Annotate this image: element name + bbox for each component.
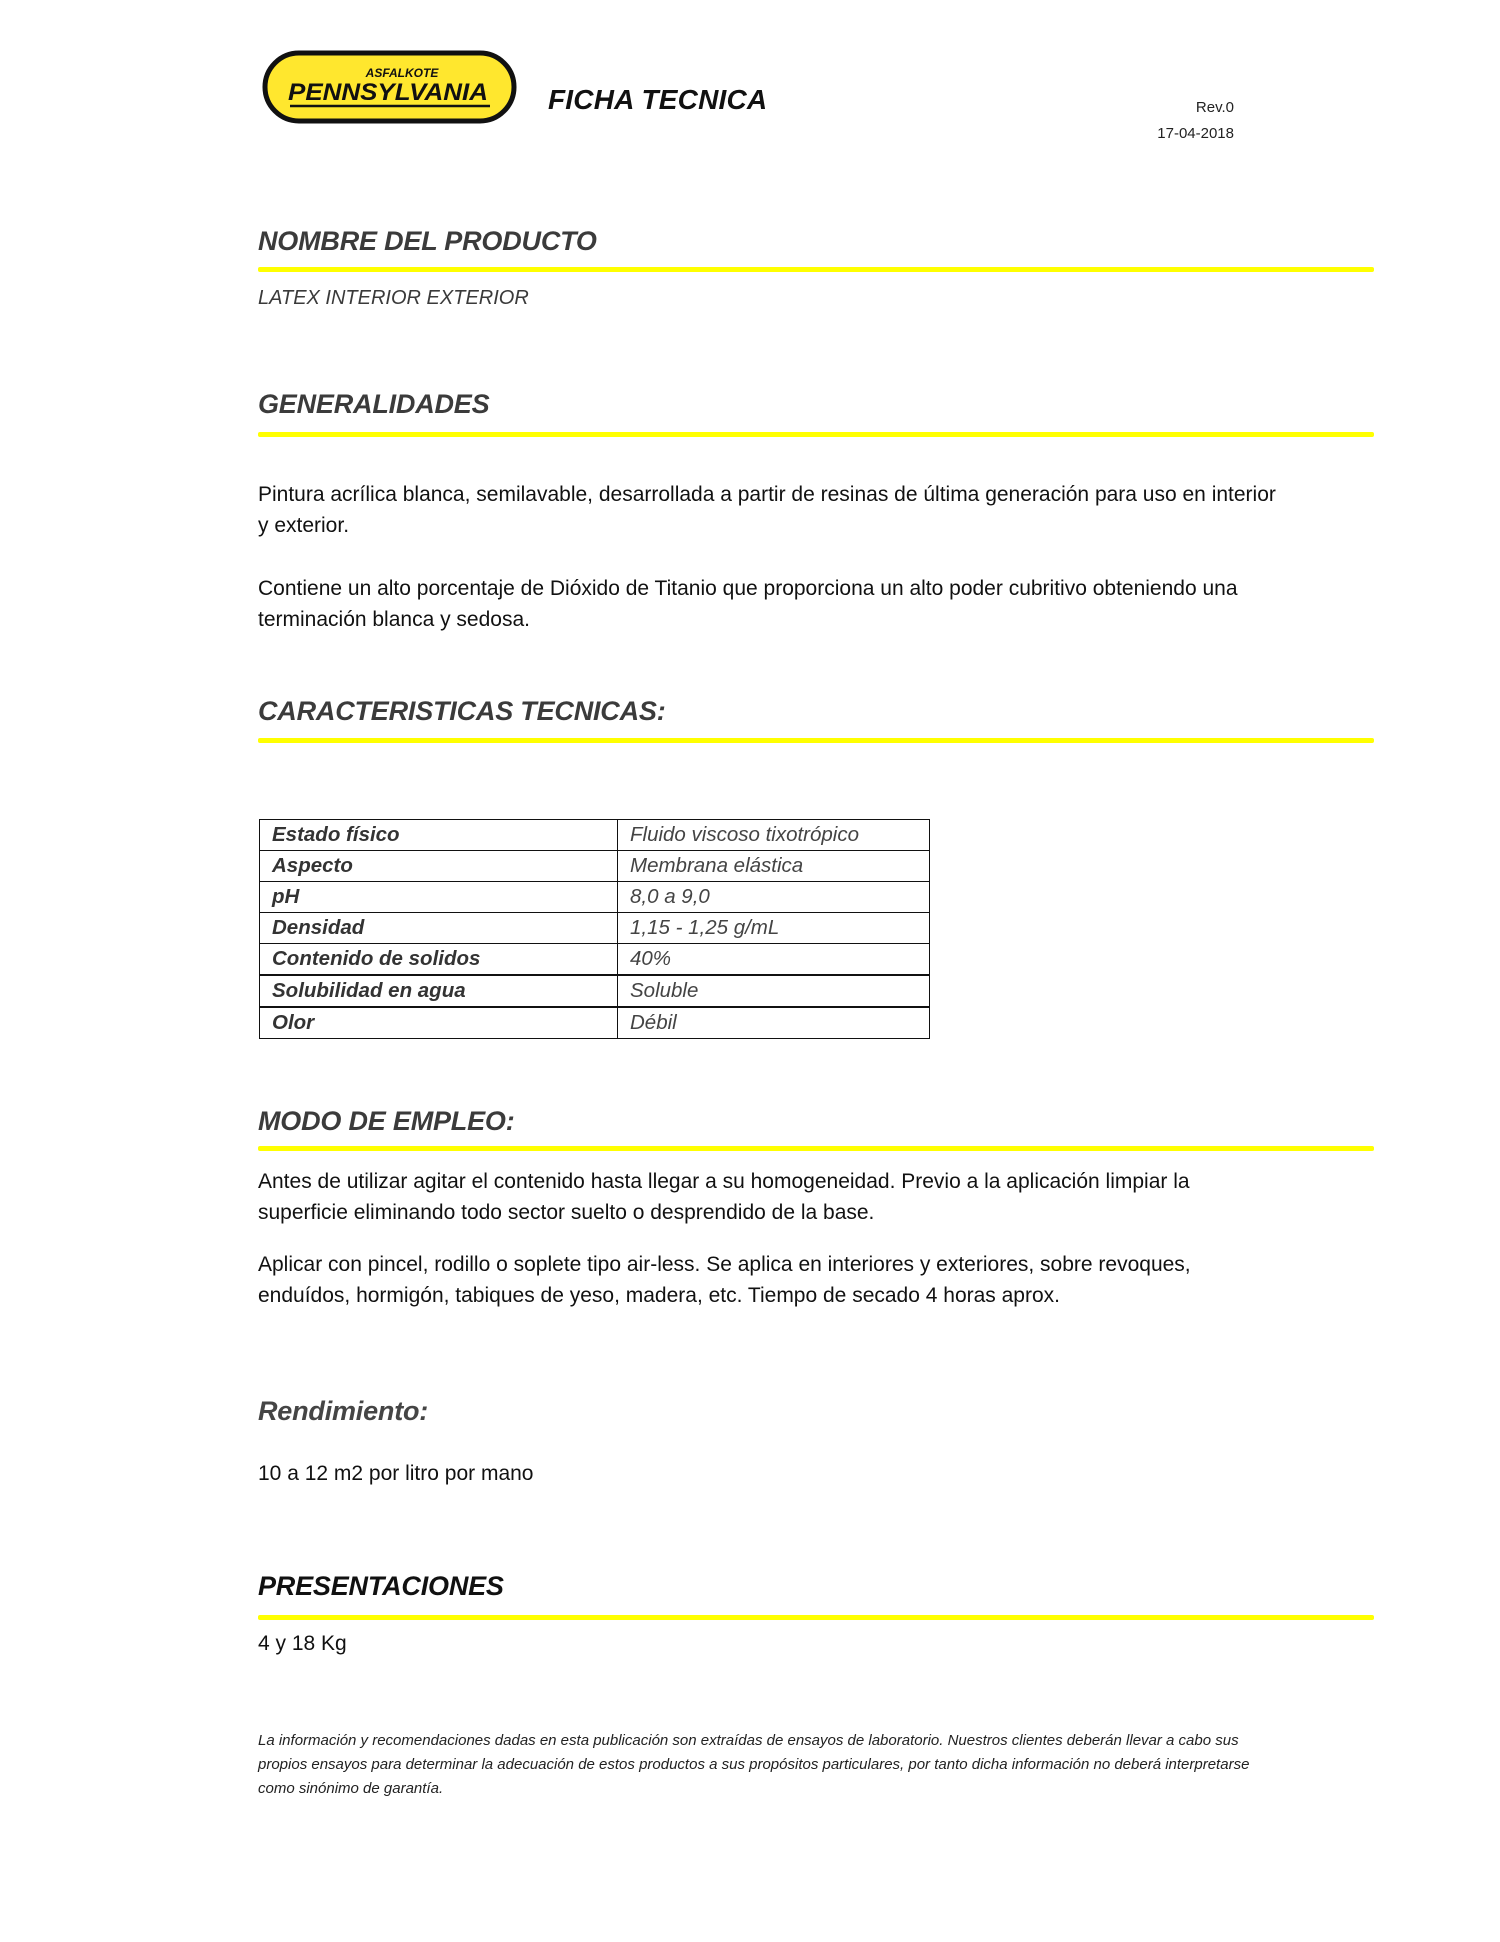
presentations-value: 4 y 18 Kg — [258, 1632, 347, 1655]
revision-date: 17-04-2018 — [1157, 125, 1234, 142]
company-logo — [262, 50, 517, 124]
document-title: FICHA TECNICA — [548, 84, 768, 115]
product-name-value: LATEX INTERIOR EXTERIOR — [258, 287, 529, 309]
heading-technical: CARACTERISTICAS TECNICAS: — [258, 696, 666, 726]
technical-specs-table — [259, 819, 930, 1039]
table-row — [260, 913, 930, 944]
heading-yield: Rendimiento: — [258, 1396, 429, 1426]
yellow-divider — [258, 738, 1374, 743]
spec-label: Estado físico — [260, 820, 618, 851]
revision-label: Rev.0 — [1195, 99, 1234, 116]
table-row — [260, 975, 930, 1007]
table-row — [260, 944, 930, 976]
usage-paragraph-1: Antes de utilizar agitar el contenido hasta llegar a su homogeneidad. Previo a la aplicación limpiar la superficie eliminando todo sector suelto o desprendido de la base. — [258, 1170, 1190, 1224]
spec-value: Soluble — [618, 975, 930, 1007]
general-paragraph-2: Contiene un alto porcentaje de Dióxido de Titanio que proporciona un alto poder cubritivo obteniendo una terminación blanca y sedosa. — [258, 577, 1238, 631]
logo-main-text: PENNSYLVANIA — [288, 79, 488, 106]
spec-label: Solubilidad en agua — [260, 975, 618, 1007]
legal-disclaimer: La información y recomendaciones dadas en esta publicación son extraídas de ensayos de laboratorio. Nuestros clientes deberán llevar a cabo sus propios ensayos para determinar la adecuación de estos productos a sus propósitos particulares, por tanto dicha información no deberá interpretarse como sinónimo de garantía. — [258, 1732, 1250, 1797]
spec-label: Aspecto — [260, 851, 618, 882]
yellow-divider — [258, 432, 1374, 437]
usage-paragraph-2: Aplicar con pincel, rodillo o soplete tipo air-less. Se aplica en interiores y exteriores, sobre revoques, enduídos, hormigón, tabiques de yeso, madera, etc. Tiempo de secado 4 horas aprox. — [258, 1253, 1191, 1307]
revision-block — [1150, 95, 1234, 147]
spec-value: 1,15 - 1,25 g/mL — [618, 913, 930, 944]
heading-presentations: PRESENTACIONES — [258, 1571, 504, 1601]
yellow-divider — [258, 1146, 1374, 1151]
yellow-divider — [258, 267, 1374, 272]
spec-value: 40% — [618, 944, 930, 976]
heading-usage: MODO DE EMPLEO: — [258, 1106, 515, 1136]
heading-general: GENERALIDADES — [258, 389, 490, 419]
yellow-divider — [258, 1615, 1374, 1620]
spec-value: Fluido viscoso tixotrópico — [618, 820, 930, 851]
table-row — [260, 851, 930, 882]
table-row — [260, 820, 930, 851]
spec-label: Olor — [260, 1007, 618, 1039]
logo-top-text: ASFALKOTE — [365, 66, 439, 80]
spec-value: 8,0 a 9,0 — [618, 882, 930, 913]
spec-value: Membrana elástica — [618, 851, 930, 882]
yield-value: 10 a 12 m2 por litro por mano — [258, 1462, 534, 1485]
general-paragraph-1: Pintura acrílica blanca, semilavable, desarrollada a partir de resinas de última generación para uso en interior y exterior. — [258, 483, 1276, 537]
heading-product-name: NOMBRE DEL PRODUCTO — [258, 226, 597, 256]
spec-label: Densidad — [260, 913, 618, 944]
table-row — [260, 882, 930, 913]
spec-value: Débil — [618, 1007, 930, 1039]
spec-label: pH — [260, 882, 618, 913]
spec-label: Contenido de solidos — [260, 944, 618, 976]
table-row — [260, 1007, 930, 1039]
